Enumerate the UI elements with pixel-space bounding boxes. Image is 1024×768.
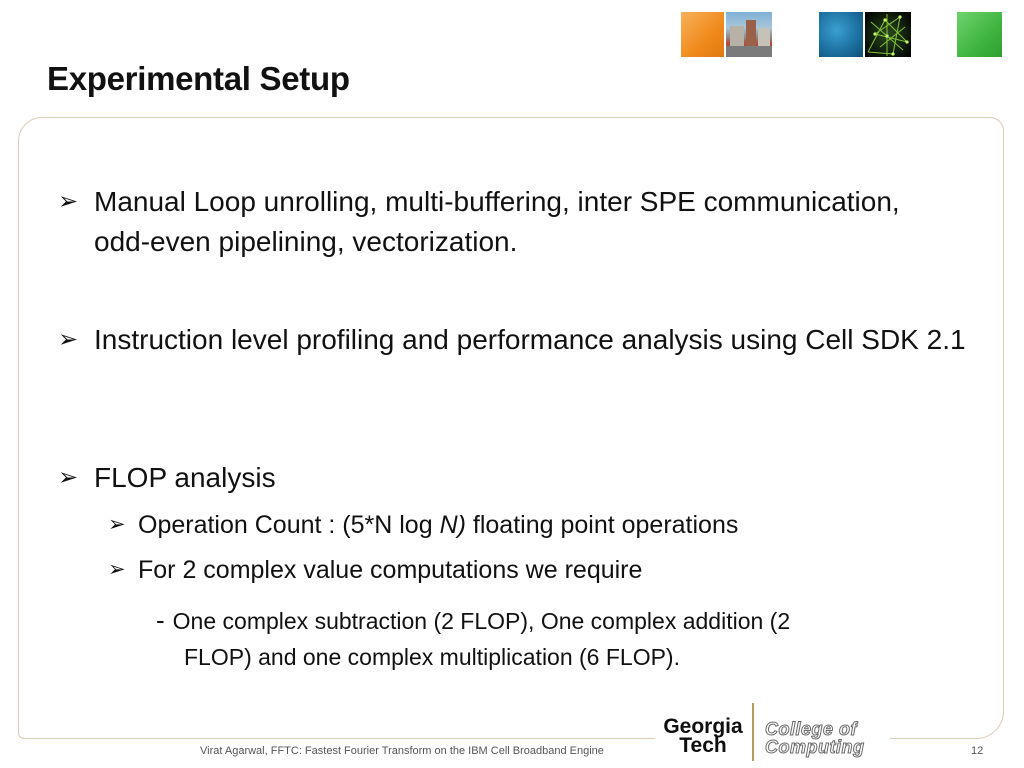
logo-tech: Tech <box>679 734 727 757</box>
bullet-item-flop-analysis <box>58 458 958 498</box>
operation-count-suffix: floating point operations <box>465 511 739 539</box>
blue-thumbnail-image <box>819 12 863 57</box>
sub-bullet-text <box>108 508 988 542</box>
logo-college-of: College of <box>765 719 858 739</box>
slide-title: Experimental Setup <box>47 60 350 97</box>
logo-college-of-computing <box>765 720 864 756</box>
dash-line-1: One complex subtraction (2 FLOP), One complex addition (2 <box>172 608 791 634</box>
sub-bullet-operation-count <box>108 508 988 542</box>
bullet-text: Manual Loop unrolling, multi-buffering, inter SPE communication, odd-even pipelining, vectorization. <box>94 186 900 257</box>
sub-bullet-text: For 2 complex value computations we require <box>138 556 643 584</box>
arrow-bullet-icon: ➢ <box>58 326 79 353</box>
georgia-tech-college-of-computing-logo <box>655 703 890 761</box>
operation-count-prefix: Operation Count : (5*N log <box>138 511 440 539</box>
arrow-bullet-icon: ➢ <box>108 558 126 581</box>
logo-georgia: Georgia <box>663 715 743 738</box>
bullet-item-loop-unrolling <box>58 182 958 262</box>
dash-marker: - <box>156 605 165 635</box>
operation-count-italic: N) <box>439 511 466 539</box>
logo-spire <box>752 703 754 761</box>
arrow-bullet-icon: ➢ <box>108 513 126 536</box>
logo-georgia-tech <box>657 717 749 755</box>
orange-thumbnail-image <box>681 12 724 57</box>
bullet-item-profiling <box>58 320 978 360</box>
dash-line-2: FLOP) and one complex multiplication (6 FLOP). <box>184 644 680 670</box>
arrow-bullet-icon: ➢ <box>58 464 79 491</box>
dash-item-flop-breakdown <box>156 602 956 675</box>
bullet-text: Instruction level profiling and performance analysis using Cell SDK 2.1 <box>94 324 966 355</box>
footer-text: Virat Agarwal, FFTC: Fastest Fourier Transform on the IBM Cell Broadband Engine <box>200 745 604 757</box>
logo-computing: Computing <box>765 737 865 757</box>
sub-bullet-complex-values <box>108 553 988 587</box>
building-photo-thumbnail <box>726 12 772 57</box>
network-graph-thumbnail <box>865 12 911 57</box>
bullet-text: FLOP analysis <box>94 462 276 493</box>
page-number: 12 <box>971 745 984 757</box>
arrow-bullet-icon: ➢ <box>58 188 79 215</box>
green-thumbnail-image <box>957 12 1002 57</box>
